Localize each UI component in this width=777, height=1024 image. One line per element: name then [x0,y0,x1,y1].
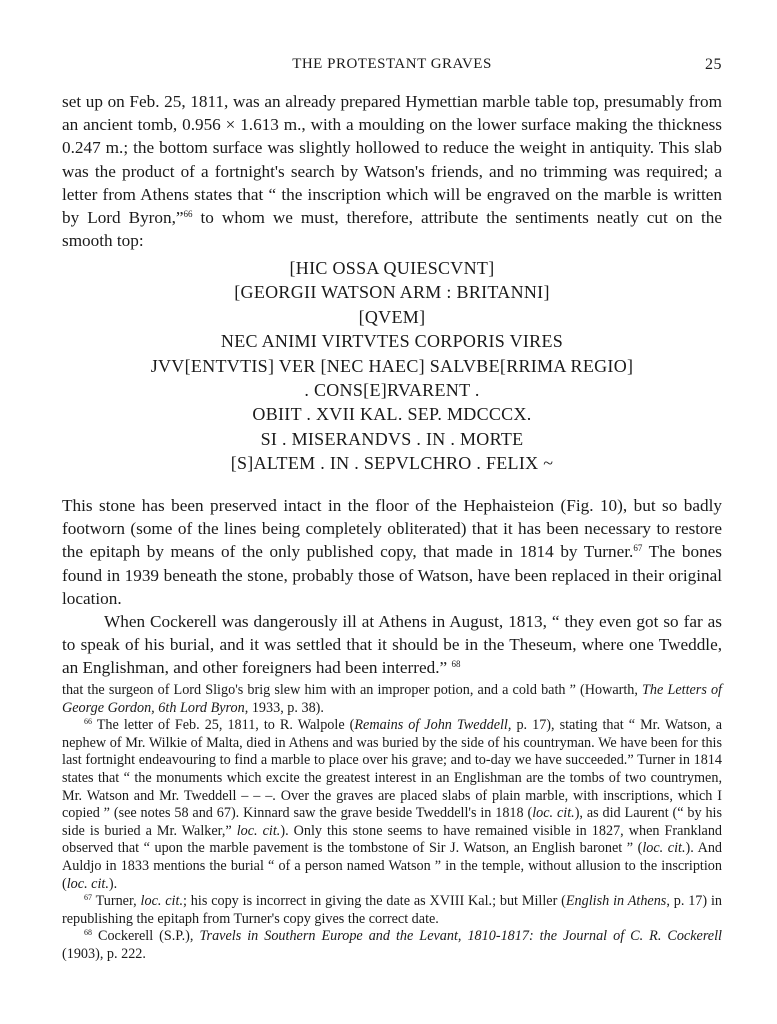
note-title: Travels in Southern Europe and the Levant, 1810-1817: the Journal of C. R. Cockerell [199,928,722,945]
main-paragraphs [62,494,722,680]
footnote-number: 67 [84,893,92,903]
page-title: THE PROTESTANT GRAVES [292,56,492,72]
note-citation: loc. cit. [642,840,686,857]
note-citation: loc. cit. [66,875,109,892]
inscription-line: OBIIT . XVII KAL. SEP. MDCCCX. [252,404,532,425]
note-text: The letter of Feb. 25, 1811, to R. Walpole ( [92,717,355,734]
intro-text: set up on Feb. 25, 1811, was an already prepared Hymettian marble table top, presumably from an ancient tomb, 0.956 × 1.613 m., with a moulding on the lower surface making the thickness 0.247 m.; the bottom surface was slightly hollowed to reduce the weight in antiquity. This slab was the product of a fortnight's search by Watson's friends, and no trimming was required; a letter from Athens states that “ the inscription which will be engraved on the marble is written by Lord Byron,” [62,92,722,228]
note-title: The Letters of George Gordon, 6th Lord Byron [62,682,722,716]
paragraph-cockerell-text: When Cockerell was dangerously ill at Athens in August, 1813, “ they even got so far as to speak of his burial, and it was settled that it should be in the Theseum, where one Tweddle, an Englishman, and other foreigners had been interred.” [62,612,722,678]
note-text: Turner, [92,893,141,910]
note-citation: loc. cit. [532,805,575,822]
page-number: 25 [705,56,722,73]
note-text: that the surgeon of Lord Sligo's brig slew him with an improper potion, and a cold bath ” (Howarth, [62,682,643,698]
intro-tail: to whom we must, therefore, attribute the sentiments neatly cut on the smooth top: [62,208,722,251]
inscription-line: NEC ANIMI VIRTVTES CORPORIS VIRES [220,331,564,352]
footnote-number: 66 [84,717,92,727]
footnote-number: 68 [84,928,92,938]
footnote-68 [62,928,722,963]
intro-paragraph [62,90,722,252]
note-text: (1903), p. 222. [62,945,146,962]
inscription-line: [S]ALTEM . IN . SEPVLCHRO . FELIX ~ [230,453,554,474]
paragraph-cockerell [62,610,722,680]
inscription-line: [GEORGII WATSON ARM : BRITANNI] [234,282,550,303]
epitaph-inscription [62,256,722,476]
footnote-ref-67: 67 [633,543,643,554]
footnote-ref-68: 68 [451,659,461,670]
paragraph-stone-text: This stone has been preserved intact in the floor of the Hephaisteion (Fig. 10), but so badly footworn (some of the lines being completely obliterated) that it has been necessary to restore the epitaph by means of the only published copy, that made in 1814 by Turner. [62,496,722,562]
paragraph-stone-tail: The bones found in 1939 beneath the stone, probably those of Watson, have been replaced in their original location. [62,542,722,608]
note-text: ). Only this stone seems to have remained visible in 1827, when Frankland observed that “ upon the marble pavement is the tombstone of Sir J. Watson, an English baronet ” ( [62,822,723,857]
running-header [62,56,722,78]
footnote-66 [62,717,722,893]
note-text: ). And Auldjo in 1833 mentions the burial “ of a person named Watson ” in the temple, without allusion to the inscription ( [62,840,723,892]
footnote-67 [62,893,722,928]
footnotes [62,682,722,964]
note-text: , 1933, p. 38). [244,699,324,716]
inscription-line: . CONS[E]RVARENT . [304,380,480,401]
inscription-line: [HIC OSSA QUIESCVNT] [289,258,495,278]
note-citation: loc. cit. [140,893,183,910]
inscription-line: JVV[ENTVTIS] VER [NEC HAEC] SALVBE[RRIMA REGIO] [150,355,634,376]
paragraph-stone [62,494,722,610]
note-text: , p. 17) in republishing the epitaph from Turner's copy gives the correct date. [62,893,723,927]
note-title: English in Athens [565,893,667,910]
note-text: ; his copy is incorrect in giving the date as XVIII Kal.; but Miller ( [183,893,566,910]
inscription-line: SI . MISERANDVS . IN . MORTE [260,428,524,449]
note-title: Remains of John Tweddell [354,717,508,734]
note-text: ), as did Laurent (“ by his side is buried a Mr. Walker,” [62,805,723,839]
note-text: Cockerell (S.P.), [92,928,200,945]
footnote-ref-66: 66 [183,209,193,220]
note-citation: loc. cit. [236,822,281,839]
note-text: , p. 17), stating that “ Mr. Watson, a nephew of Mr. Wilkie of Malta, died in Athens and was buried by the side of his countryman. We have been for this last fortnight endeavouring to find a marble to place over his grave; and to-day we have succeeded.” Turner in 1814 states that “ the monuments which excite the greatest interest in an Englishman are the tombs of two countrymen, Mr. Watson and Mr. Tweddell – – –. Over the graves are placed slabs of plain marble, with inscriptions, which I copied ” (see notes 58 and 67). Kinnard saw the grave beside Tweddell's in 1818 ( [62,717,722,822]
note-text: ). [108,875,118,892]
inscription-line: [QVEM] [358,306,426,327]
footnote-continuation [62,682,722,717]
